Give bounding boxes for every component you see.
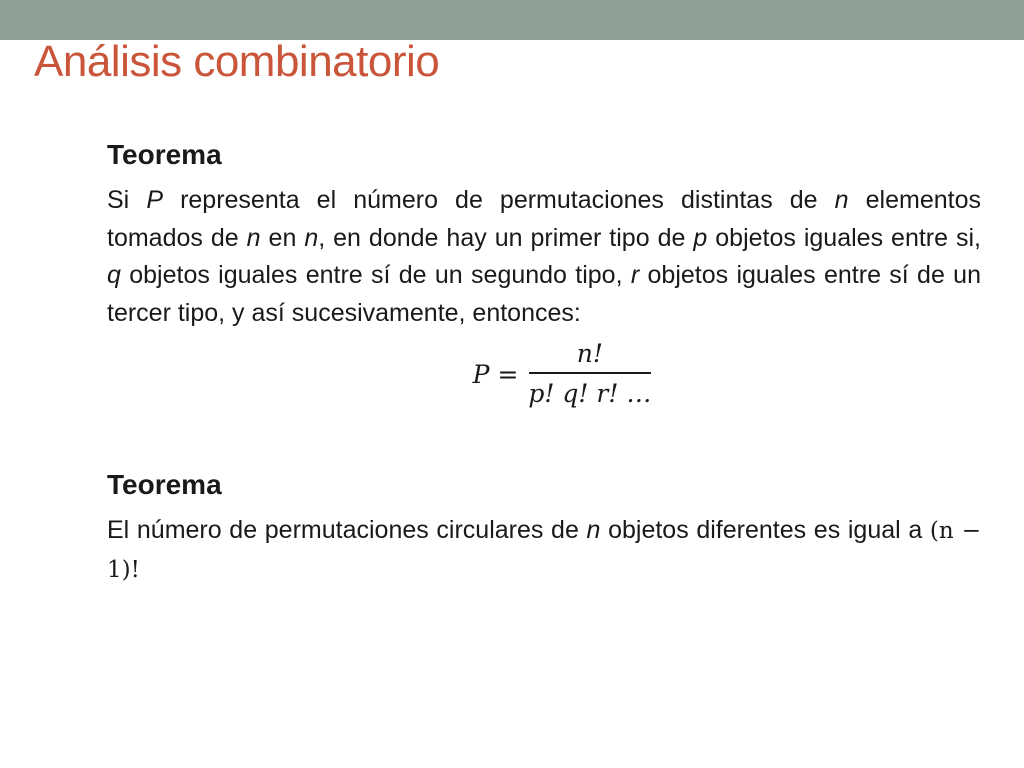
formula-numerator: n! xyxy=(576,339,603,368)
italic-variable: n xyxy=(834,186,849,214)
top-accent-bar xyxy=(0,0,1024,40)
italic-variable: n xyxy=(246,223,261,252)
formula-lhs: P = xyxy=(472,359,519,389)
italic-variable: P xyxy=(146,186,163,214)
italic-variable: n xyxy=(586,516,601,544)
text-segment: representa el número de permutaciones distintas de xyxy=(163,186,835,214)
theorem-1-text xyxy=(107,182,981,332)
text-segment: objetos diferentes es igual a xyxy=(600,516,930,544)
permutation-formula xyxy=(107,332,981,416)
theorem-2-heading: Teorema xyxy=(107,469,222,500)
text-segment: elementos tomados de xyxy=(107,186,981,252)
italic-variable: q xyxy=(107,261,121,289)
italic-variable: n xyxy=(304,223,319,252)
slide-content xyxy=(107,136,981,589)
slide-title: Análisis combinatorio xyxy=(34,37,440,86)
text-segment: objetos iguales entre sí de un segundo tipo, xyxy=(120,261,631,289)
text-segment: en xyxy=(260,223,305,252)
text-segment: El número de permutaciones circulares de xyxy=(107,516,587,544)
formula-denominator: p! q! r! … xyxy=(528,379,652,408)
text-segment: objetos iguales entre sí de un tercer tipo, y así sucesivamente, entonces: xyxy=(107,261,981,327)
theorem-1-heading: Teorema xyxy=(107,139,222,170)
section-spacer xyxy=(107,416,981,466)
text-segment: objetos iguales entre si, xyxy=(707,223,981,252)
italic-variable: p xyxy=(693,223,708,252)
text-segment: Si xyxy=(107,186,147,214)
theorem-2-text xyxy=(107,512,981,589)
formula-fraction xyxy=(528,338,651,410)
circular-permutation-formula: (n − 1)! xyxy=(107,518,981,583)
text-segment: , en donde hay un primer tipo de xyxy=(318,223,694,252)
italic-variable: r xyxy=(630,261,640,289)
